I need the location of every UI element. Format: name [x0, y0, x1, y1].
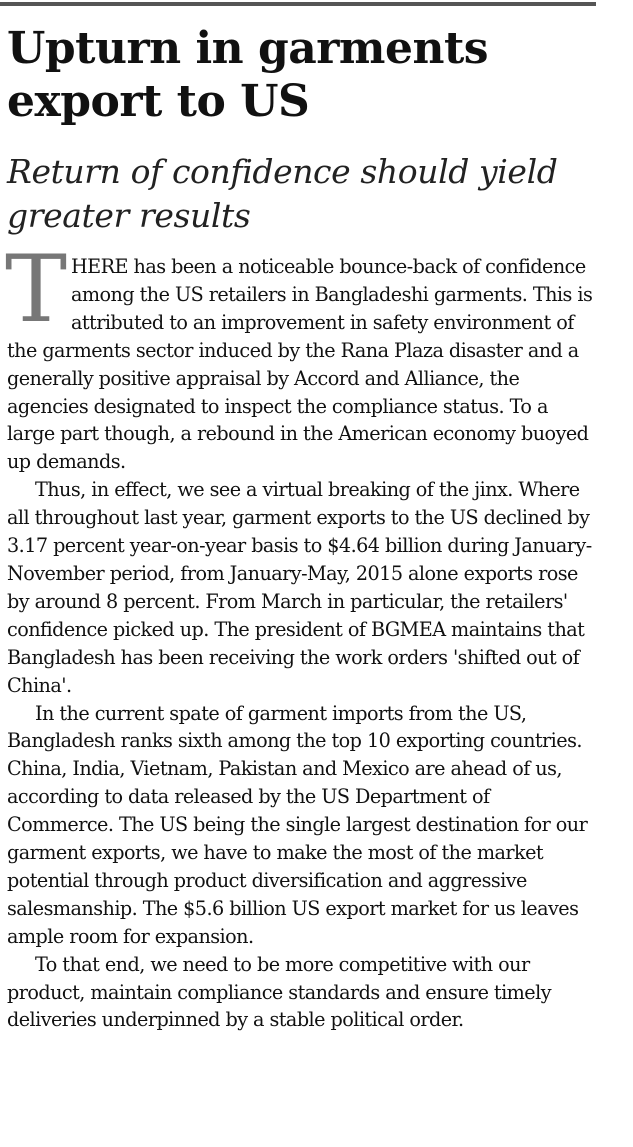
paragraph-3: In the current spate of garment imports from the US, Bangladesh ranks sixth among the top 10 exporting countries. China, India, Vietnam, Pakistan and Mexico are ahead of us, according to data released by the US Department of Commerce. The US being the single largest destination for our garment exports, we have to make the most of the market potential through product diversification and aggressive salesmanship. The $5.6 billion US export market for us leaves ample room for expansion. — [7, 701, 588, 948]
paragraph-4: To that end, we need to be more competitive with our product, maintain compliance standards and ensure timely deliveries underpinned by a stable political order. — [7, 952, 551, 1032]
headline: Upturn in garments export to US — [7, 23, 489, 127]
paragraph-1 — [5, 235, 599, 476]
paragraph-1-text: HERE has been a noticeable bounce-back of confidence among the US retailers in Bangladeshi garments. This is attributed to an improvement in safety environment of the garments sector induced by the Rana Plaza disaster and a generally positive appraisal by Accord and Alliance, the agencies designated to inspect the compliance status. To a large part though, a rebound in the American economy buoyed up demands. — [7, 255, 593, 474]
top-rule — [0, 2, 596, 6]
article-body — [5, 235, 599, 1034]
subheadline: Return of confidence should yield greater results — [7, 152, 558, 235]
drop-cap: T — [5, 235, 67, 343]
paragraph-2: Thus, in effect, we see a virtual breaking of the jinx. Where all throughout last year, garment exports to the US declined by 3.17 percent year-on-year basis to $4.64 billion during January-November period, from January-May, 2015 alone exports rose by around 8 percent. From March in particular, the retailers' confidence picked up. The president of BGMEA maintains that Bangladesh has been receiving the work orders 'shifted out of China'. — [7, 478, 592, 697]
